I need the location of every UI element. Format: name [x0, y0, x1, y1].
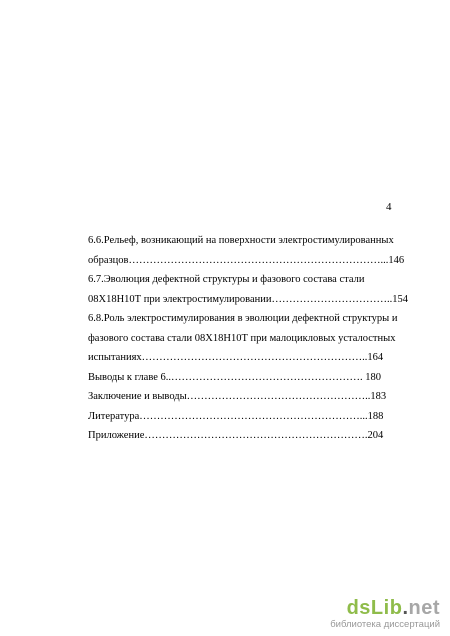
- watermark-subtitle: библиотека диссертаций: [330, 619, 440, 630]
- toc-line: 6.7.Эволюция дефектной структуры и фазового состава стали: [88, 274, 365, 285]
- table-of-contents: [88, 231, 406, 446]
- toc-line: образцов………………………………………………………………...146: [88, 254, 405, 266]
- dslib-logo: [310, 597, 440, 619]
- logo-text-dslib: dsLib: [346, 597, 403, 619]
- toc-line: испытаниях………………………………………………………..164: [88, 352, 384, 363]
- page-number: 4: [386, 201, 392, 213]
- toc-line: Заключение и выводы……………………………………………..183: [88, 391, 387, 402]
- toc-line: Литература………………………………………………………...188: [88, 410, 384, 422]
- toc-line: фазового состава стали 08Х18Н10Т при малоцикловых усталостных: [88, 332, 396, 344]
- logo-text-net: net: [408, 597, 440, 619]
- toc-line: 6.8.Роль электростимулирования в эволюции дефектной структуры и: [88, 313, 398, 324]
- toc-line: Приложение……………………………………………………….204: [88, 430, 384, 441]
- toc-line: 08Х18Н10Т при электростимулировании……………………………..154: [88, 293, 408, 305]
- logo-text-dot: .: [402, 597, 409, 619]
- toc-line: Выводы к главе 6..………………………………………………. 180: [88, 371, 381, 383]
- dslib-watermark: [310, 597, 440, 630]
- toc-line: 6.6.Рельеф, возникающий на поверхности электростимулированных: [88, 235, 394, 246]
